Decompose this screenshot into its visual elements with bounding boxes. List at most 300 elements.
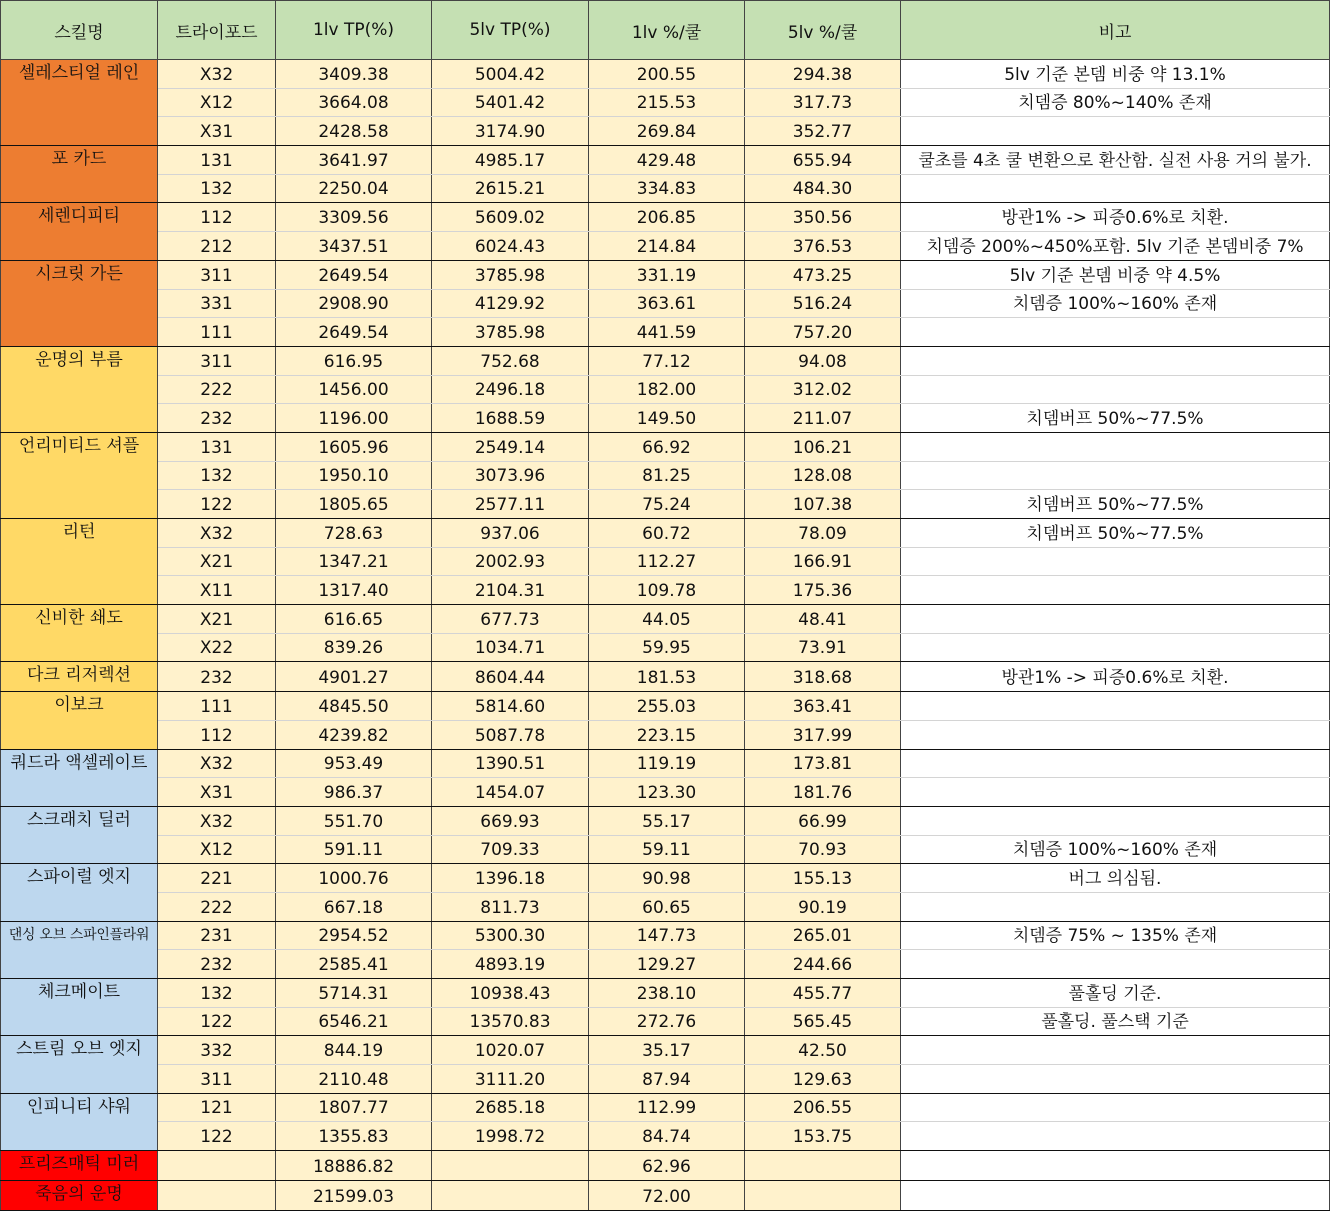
percent-per-cooldown-lv1-cell[interactable]: 331.19 <box>589 260 745 289</box>
table-row <box>1 88 1330 117</box>
tripod-cell[interactable]: 232 <box>158 404 276 433</box>
skill-name-cell[interactable]: 셀레스티얼 레인 <box>1 60 158 146</box>
table-row <box>1 117 1330 146</box>
skill-name-cell[interactable]: 스크래치 딜러 <box>1 806 158 863</box>
table-row <box>1 835 1330 864</box>
tripod-cell[interactable]: 132 <box>158 174 276 203</box>
tp-lv5-cell[interactable]: 677.73 <box>432 605 589 634</box>
tripod-cell[interactable]: 222 <box>158 375 276 404</box>
tp-lv1-cell[interactable]: 1000.76 <box>276 864 432 893</box>
tp-lv1-cell[interactable]: 3437.51 <box>276 232 432 261</box>
tp-lv5-cell[interactable]: 1020.07 <box>432 1036 589 1065</box>
skill-name-cell[interactable]: 세렌디피티 <box>1 203 158 260</box>
tp-lv1-cell[interactable]: 2649.54 <box>276 260 432 289</box>
table-row <box>1 146 1330 175</box>
percent-per-cooldown-lv1-cell[interactable]: 119.19 <box>589 749 745 778</box>
skill-name-cell[interactable]: 인피니티 샤워 <box>1 1093 158 1150</box>
percent-per-cooldown-lv1-cell[interactable]: 60.72 <box>589 519 745 548</box>
note-cell[interactable] <box>901 1151 1330 1181</box>
tripod-cell[interactable]: 231 <box>158 921 276 950</box>
tp-lv5-cell[interactable]: 3785.98 <box>432 260 589 289</box>
tp-lv5-cell[interactable]: 4129.92 <box>432 289 589 318</box>
header-tp-lv1[interactable]: 1lv TP(%) <box>276 1 432 60</box>
percent-per-cooldown-lv5-cell[interactable]: 129.63 <box>745 1065 901 1094</box>
note-cell[interactable]: 방관1% -> 피증0.6%로 치환. <box>901 203 1330 232</box>
table-row <box>1 232 1330 261</box>
tripod-cell[interactable]: 311 <box>158 260 276 289</box>
table-row <box>1 1122 1330 1151</box>
table-row <box>1 318 1330 347</box>
percent-per-cooldown-lv5-cell[interactable]: 48.41 <box>745 605 901 634</box>
note-cell[interactable] <box>901 576 1330 605</box>
tp-lv5-cell[interactable]: 2549.14 <box>432 432 589 461</box>
note-cell[interactable] <box>901 633 1330 662</box>
percent-per-cooldown-lv1-cell[interactable]: 123.30 <box>589 778 745 807</box>
tp-lv1-cell[interactable]: 551.70 <box>276 806 432 835</box>
percent-per-cooldown-lv1-cell[interactable]: 60.65 <box>589 892 745 921</box>
tp-lv5-cell[interactable]: 3073.96 <box>432 461 589 490</box>
percent-per-cooldown-lv1-cell[interactable]: 238.10 <box>589 979 745 1008</box>
percent-per-cooldown-lv1-cell[interactable]: 182.00 <box>589 375 745 404</box>
percent-per-cooldown-lv5-cell[interactable]: 106.21 <box>745 432 901 461</box>
note-cell[interactable] <box>901 605 1330 634</box>
tripod-cell[interactable]: X32 <box>158 60 276 89</box>
table-row <box>1 404 1330 433</box>
percent-per-cooldown-lv1-cell[interactable]: 44.05 <box>589 605 745 634</box>
tp-lv5-cell[interactable]: 8604.44 <box>432 662 589 692</box>
table-row <box>1 806 1330 835</box>
percent-per-cooldown-lv1-cell[interactable]: 112.27 <box>589 547 745 576</box>
note-cell[interactable]: 치뎀증 100%~160% 존재 <box>901 835 1330 864</box>
table-row <box>1 979 1330 1008</box>
tp-lv5-cell[interactable]: 5814.60 <box>432 692 589 721</box>
tripod-cell[interactable]: 222 <box>158 892 276 921</box>
percent-per-cooldown-lv5-cell[interactable]: 265.01 <box>745 921 901 950</box>
tripod-cell[interactable]: 121 <box>158 1093 276 1122</box>
percent-per-cooldown-lv5-cell[interactable]: 155.13 <box>745 864 901 893</box>
tripod-cell[interactable]: 131 <box>158 146 276 175</box>
tripod-cell[interactable]: 311 <box>158 1065 276 1094</box>
percent-per-cooldown-lv5-cell[interactable]: 363.41 <box>745 692 901 721</box>
tp-lv1-cell[interactable]: 1605.96 <box>276 432 432 461</box>
tp-lv1-cell[interactable]: 1950.10 <box>276 461 432 490</box>
table-row <box>1 289 1330 318</box>
skill-name-cell[interactable]: 쿼드라 액셀레이트 <box>1 749 158 806</box>
percent-per-cooldown-lv1-cell[interactable]: 66.92 <box>589 432 745 461</box>
percent-per-cooldown-lv1-cell[interactable]: 109.78 <box>589 576 745 605</box>
percent-per-cooldown-lv5-cell[interactable]: 244.66 <box>745 950 901 979</box>
tp-lv5-cell[interactable]: 811.73 <box>432 892 589 921</box>
skill-name-cell[interactable]: 이보크 <box>1 692 158 749</box>
table-row <box>1 1151 1330 1181</box>
skill-name-cell[interactable]: 스트림 오브 엣지 <box>1 1036 158 1093</box>
tp-lv5-cell[interactable]: 5609.02 <box>432 203 589 232</box>
tripod-cell[interactable]: 122 <box>158 490 276 519</box>
percent-per-cooldown-lv1-cell[interactable]: 200.55 <box>589 60 745 89</box>
tripod-cell[interactable]: 132 <box>158 461 276 490</box>
table-row <box>1 490 1330 519</box>
percent-per-cooldown-lv5-cell[interactable]: 484.30 <box>745 174 901 203</box>
skill-name-cell[interactable]: 신비한 쇄도 <box>1 605 158 662</box>
percent-per-cooldown-lv5-cell[interactable]: 90.19 <box>745 892 901 921</box>
note-cell[interactable]: 5lv 기준 본뎀 비중 약 13.1% <box>901 60 1330 89</box>
skill-name-cell[interactable]: 다크 리저렉션 <box>1 662 158 692</box>
table-row <box>1 260 1330 289</box>
percent-per-cooldown-lv5-cell[interactable]: 153.75 <box>745 1122 901 1151</box>
percent-per-cooldown-lv1-cell[interactable]: 112.99 <box>589 1093 745 1122</box>
header-row <box>1 1 1330 60</box>
percent-per-cooldown-lv1-cell[interactable]: 206.85 <box>589 203 745 232</box>
tripod-cell[interactable]: 232 <box>158 662 276 692</box>
tp-lv1-cell[interactable]: 667.18 <box>276 892 432 921</box>
note-cell[interactable]: 풀홀딩 기준. <box>901 979 1330 1008</box>
percent-per-cooldown-lv5-cell[interactable]: 128.08 <box>745 461 901 490</box>
tp-lv5-cell[interactable]: 2496.18 <box>432 375 589 404</box>
header-notes[interactable]: 비고 <box>901 1 1330 60</box>
percent-per-cooldown-lv5-cell[interactable]: 312.02 <box>745 375 901 404</box>
note-cell[interactable] <box>901 720 1330 749</box>
percent-per-cooldown-lv5-cell[interactable]: 206.55 <box>745 1093 901 1122</box>
table-body <box>1 60 1330 1211</box>
note-cell[interactable] <box>901 547 1330 576</box>
tp-lv5-cell[interactable]: 3111.20 <box>432 1065 589 1094</box>
percent-per-cooldown-lv5-cell[interactable]: 473.25 <box>745 260 901 289</box>
percent-per-cooldown-lv5-cell[interactable]: 107.38 <box>745 490 901 519</box>
table-row <box>1 203 1330 232</box>
header-percent-per-cooldown-lv5[interactable]: 5lv %/쿨 <box>745 1 901 60</box>
tp-lv1-cell[interactable]: 1805.65 <box>276 490 432 519</box>
header-skill-name[interactable]: 스킬명 <box>1 1 158 60</box>
tripod-cell[interactable]: 131 <box>158 432 276 461</box>
tp-lv5-cell[interactable]: 709.33 <box>432 835 589 864</box>
note-cell[interactable] <box>901 778 1330 807</box>
tp-lv1-cell[interactable]: 2649.54 <box>276 318 432 347</box>
table-row <box>1 778 1330 807</box>
percent-per-cooldown-lv1-cell[interactable]: 59.95 <box>589 633 745 662</box>
tp-lv1-cell[interactable]: 953.49 <box>276 749 432 778</box>
skill-name-cell[interactable]: 체크메이트 <box>1 979 158 1036</box>
note-cell[interactable]: 5lv 기준 본뎀 비중 약 4.5% <box>901 260 1330 289</box>
tp-lv5-cell[interactable]: 3785.98 <box>432 318 589 347</box>
tp-lv1-cell[interactable]: 616.95 <box>276 346 432 375</box>
tp-lv5-cell[interactable]: 10938.43 <box>432 979 589 1008</box>
table-row <box>1 1093 1330 1122</box>
note-cell[interactable]: 치뎀증 80%~140% 존재 <box>901 88 1330 117</box>
percent-per-cooldown-lv5-cell[interactable]: 211.07 <box>745 404 901 433</box>
note-cell[interactable]: 풀홀딩. 풀스택 기준 <box>901 1007 1330 1036</box>
tp-lv5-cell[interactable]: 1396.18 <box>432 864 589 893</box>
percent-per-cooldown-lv5-cell[interactable]: 66.99 <box>745 806 901 835</box>
skill-name-cell[interactable]: 프리즈매틱 미러 <box>1 1151 158 1181</box>
percent-per-cooldown-lv5-cell[interactable]: 757.20 <box>745 318 901 347</box>
tp-lv5-cell[interactable]: 1454.07 <box>432 778 589 807</box>
table-row <box>1 519 1330 548</box>
tripod-cell[interactable]: X31 <box>158 778 276 807</box>
tp-lv1-cell[interactable]: 728.63 <box>276 519 432 548</box>
skill-name-cell[interactable]: 죽음의 운명 <box>1 1180 158 1210</box>
tp-lv1-cell[interactable]: 616.65 <box>276 605 432 634</box>
note-cell[interactable] <box>901 346 1330 375</box>
tp-lv1-cell[interactable]: 2908.90 <box>276 289 432 318</box>
table-row <box>1 720 1330 749</box>
skill-name-cell[interactable]: 스파이럴 엣지 <box>1 864 158 921</box>
percent-per-cooldown-lv1-cell[interactable]: 149.50 <box>589 404 745 433</box>
tp-lv5-cell[interactable]: 1034.71 <box>432 633 589 662</box>
tripod-cell[interactable]: X12 <box>158 835 276 864</box>
note-cell[interactable] <box>901 950 1330 979</box>
tripod-cell[interactable]: X21 <box>158 605 276 634</box>
note-cell[interactable] <box>901 117 1330 146</box>
note-cell[interactable]: 치뎀증 200%~450%포함. 5lv 기준 본뎀비중 7% <box>901 232 1330 261</box>
percent-per-cooldown-lv5-cell[interactable]: 318.68 <box>745 662 901 692</box>
tp-lv1-cell[interactable]: 986.37 <box>276 778 432 807</box>
header-tripod[interactable]: 트라이포드 <box>158 1 276 60</box>
note-cell[interactable]: 치뎀버프 50%~77.5% <box>901 404 1330 433</box>
percent-per-cooldown-lv5-cell[interactable]: 655.94 <box>745 146 901 175</box>
percent-per-cooldown-lv5-cell[interactable]: 181.76 <box>745 778 901 807</box>
percent-per-cooldown-lv5-cell[interactable]: 166.91 <box>745 547 901 576</box>
percent-per-cooldown-lv1-cell[interactable]: 272.76 <box>589 1007 745 1036</box>
note-cell[interactable] <box>901 749 1330 778</box>
tp-lv1-cell[interactable]: 844.19 <box>276 1036 432 1065</box>
tp-lv5-cell[interactable]: 5401.42 <box>432 88 589 117</box>
percent-per-cooldown-lv5-cell[interactable]: 565.45 <box>745 1007 901 1036</box>
percent-per-cooldown-lv5-cell[interactable]: 175.36 <box>745 576 901 605</box>
tp-lv5-cell[interactable]: 669.93 <box>432 806 589 835</box>
tp-lv5-cell[interactable]: 1998.72 <box>432 1122 589 1151</box>
percent-per-cooldown-lv5-cell[interactable]: 42.50 <box>745 1036 901 1065</box>
percent-per-cooldown-lv1-cell[interactable]: 87.94 <box>589 1065 745 1094</box>
tp-lv1-cell[interactable]: 2954.52 <box>276 921 432 950</box>
note-cell[interactable] <box>901 375 1330 404</box>
note-cell[interactable]: 쿨초를 4초 쿨 변환으로 환산함. 실전 사용 거의 불가. <box>901 146 1330 175</box>
table-row <box>1 60 1330 89</box>
tp-lv1-cell[interactable]: 3641.97 <box>276 146 432 175</box>
note-cell[interactable] <box>901 892 1330 921</box>
tp-lv5-cell[interactable]: 5087.78 <box>432 720 589 749</box>
tp-lv5-cell[interactable]: 3174.90 <box>432 117 589 146</box>
percent-per-cooldown-lv1-cell[interactable]: 81.25 <box>589 461 745 490</box>
tripod-cell[interactable]: 232 <box>158 950 276 979</box>
tp-lv5-cell[interactable]: 1688.59 <box>432 404 589 433</box>
percent-per-cooldown-lv1-cell[interactable]: 441.59 <box>589 318 745 347</box>
tp-lv1-cell[interactable]: 4239.82 <box>276 720 432 749</box>
tripod-cell[interactable] <box>158 1180 276 1210</box>
percent-per-cooldown-lv5-cell[interactable]: 73.91 <box>745 633 901 662</box>
tp-lv1-cell[interactable]: 1456.00 <box>276 375 432 404</box>
tripod-cell[interactable]: 221 <box>158 864 276 893</box>
skill-name-cell[interactable]: 리턴 <box>1 519 158 605</box>
tp-lv5-cell[interactable]: 4893.19 <box>432 950 589 979</box>
table-row <box>1 633 1330 662</box>
percent-per-cooldown-lv5-cell[interactable]: 352.77 <box>745 117 901 146</box>
table-row <box>1 576 1330 605</box>
tp-lv5-cell[interactable]: 2577.11 <box>432 490 589 519</box>
percent-per-cooldown-lv1-cell[interactable]: 223.15 <box>589 720 745 749</box>
tripod-cell[interactable]: X21 <box>158 547 276 576</box>
note-cell[interactable] <box>901 432 1330 461</box>
tripod-cell[interactable]: 132 <box>158 979 276 1008</box>
tp-lv5-cell[interactable]: 2685.18 <box>432 1093 589 1122</box>
percent-per-cooldown-lv5-cell[interactable]: 70.93 <box>745 835 901 864</box>
tp-lv1-cell[interactable]: 2250.04 <box>276 174 432 203</box>
tp-lv5-cell[interactable]: 2002.93 <box>432 547 589 576</box>
note-cell[interactable]: 방관1% -> 피증0.6%로 치환. <box>901 662 1330 692</box>
tp-lv5-cell[interactable]: 5004.42 <box>432 60 589 89</box>
tripod-cell[interactable]: X31 <box>158 117 276 146</box>
table-row <box>1 432 1330 461</box>
percent-per-cooldown-lv5-cell[interactable]: 173.81 <box>745 749 901 778</box>
tripod-cell[interactable]: X32 <box>158 749 276 778</box>
note-cell[interactable] <box>901 1036 1330 1065</box>
percent-per-cooldown-lv1-cell[interactable]: 62.96 <box>589 1151 745 1181</box>
tp-lv1-cell[interactable]: 3309.56 <box>276 203 432 232</box>
tp-lv1-cell[interactable]: 2585.41 <box>276 950 432 979</box>
tripod-cell[interactable] <box>158 1151 276 1181</box>
tp-lv5-cell[interactable]: 13570.83 <box>432 1007 589 1036</box>
percent-per-cooldown-lv1-cell[interactable]: 59.11 <box>589 835 745 864</box>
tp-lv5-cell[interactable]: 5300.30 <box>432 921 589 950</box>
table-row <box>1 749 1330 778</box>
note-cell[interactable]: 치뎀버프 50%~77.5% <box>901 490 1330 519</box>
note-cell[interactable] <box>901 174 1330 203</box>
table-row <box>1 864 1330 893</box>
tp-lv1-cell[interactable]: 3409.38 <box>276 60 432 89</box>
percent-per-cooldown-lv5-cell[interactable]: 516.24 <box>745 289 901 318</box>
tp-lv5-cell[interactable] <box>432 1180 589 1210</box>
tripod-cell[interactable]: 331 <box>158 289 276 318</box>
skill-name-cell[interactable]: 운명의 부름 <box>1 346 158 432</box>
tp-lv5-cell[interactable]: 2615.21 <box>432 174 589 203</box>
tp-lv1-cell[interactable]: 18886.82 <box>276 1151 432 1181</box>
percent-per-cooldown-lv1-cell[interactable]: 255.03 <box>589 692 745 721</box>
percent-per-cooldown-lv1-cell[interactable]: 90.98 <box>589 864 745 893</box>
tp-lv5-cell[interactable]: 6024.43 <box>432 232 589 261</box>
note-cell[interactable]: 치뎀버프 50%~77.5% <box>901 519 1330 548</box>
tripod-cell[interactable]: 112 <box>158 720 276 749</box>
tp-lv1-cell[interactable]: 1196.00 <box>276 404 432 433</box>
tp-lv5-cell[interactable]: 2104.31 <box>432 576 589 605</box>
note-cell[interactable] <box>901 1065 1330 1094</box>
skill-name-cell[interactable]: 시크릿 가든 <box>1 260 158 346</box>
percent-per-cooldown-lv5-cell[interactable] <box>745 1151 901 1181</box>
tp-lv5-cell[interactable]: 1390.51 <box>432 749 589 778</box>
tp-lv1-cell[interactable]: 1317.40 <box>276 576 432 605</box>
percent-per-cooldown-lv1-cell[interactable]: 215.53 <box>589 88 745 117</box>
percent-per-cooldown-lv1-cell[interactable]: 181.53 <box>589 662 745 692</box>
percent-per-cooldown-lv1-cell[interactable]: 269.84 <box>589 117 745 146</box>
tripod-cell[interactable]: 111 <box>158 318 276 347</box>
header-percent-per-cooldown-lv1[interactable]: 1lv %/쿨 <box>589 1 745 60</box>
tp-lv1-cell[interactable]: 21599.03 <box>276 1180 432 1210</box>
tripod-cell[interactable]: X12 <box>158 88 276 117</box>
table-row <box>1 892 1330 921</box>
percent-per-cooldown-lv5-cell[interactable] <box>745 1180 901 1210</box>
percent-per-cooldown-lv1-cell[interactable]: 334.83 <box>589 174 745 203</box>
skill-name-cell[interactable]: 포 카드 <box>1 146 158 203</box>
tp-lv1-cell[interactable]: 2110.48 <box>276 1065 432 1094</box>
percent-per-cooldown-lv5-cell[interactable]: 376.53 <box>745 232 901 261</box>
table-row <box>1 950 1330 979</box>
tp-lv1-cell[interactable]: 4845.50 <box>276 692 432 721</box>
percent-per-cooldown-lv5-cell[interactable]: 455.77 <box>745 979 901 1008</box>
tp-lv1-cell[interactable]: 3664.08 <box>276 88 432 117</box>
percent-per-cooldown-lv1-cell[interactable]: 35.17 <box>589 1036 745 1065</box>
tripod-cell[interactable]: 111 <box>158 692 276 721</box>
tripod-cell[interactable]: X32 <box>158 806 276 835</box>
tp-lv1-cell[interactable]: 4901.27 <box>276 662 432 692</box>
tp-lv1-cell[interactable]: 1807.77 <box>276 1093 432 1122</box>
note-cell[interactable]: 치뎀증 100%~160% 존재 <box>901 289 1330 318</box>
percent-per-cooldown-lv5-cell[interactable]: 317.99 <box>745 720 901 749</box>
tp-lv1-cell[interactable]: 1355.83 <box>276 1122 432 1151</box>
tp-lv5-cell[interactable]: 4985.17 <box>432 146 589 175</box>
note-cell[interactable] <box>901 318 1330 347</box>
note-cell[interactable]: 치뎀증 75% ~ 135% 존재 <box>901 921 1330 950</box>
percent-per-cooldown-lv1-cell[interactable]: 72.00 <box>589 1180 745 1210</box>
tripod-cell[interactable]: X22 <box>158 633 276 662</box>
header-tp-lv5[interactable]: 5lv TP(%) <box>432 1 589 60</box>
tp-lv1-cell[interactable]: 1347.21 <box>276 547 432 576</box>
percent-per-cooldown-lv1-cell[interactable]: 129.27 <box>589 950 745 979</box>
tripod-cell[interactable]: 122 <box>158 1122 276 1151</box>
percent-per-cooldown-lv5-cell[interactable]: 94.08 <box>745 346 901 375</box>
note-cell[interactable]: 버그 의심됨. <box>901 864 1330 893</box>
tripod-cell[interactable]: 311 <box>158 346 276 375</box>
table-row <box>1 692 1330 721</box>
percent-per-cooldown-lv1-cell[interactable]: 147.73 <box>589 921 745 950</box>
percent-per-cooldown-lv1-cell[interactable]: 55.17 <box>589 806 745 835</box>
table-row <box>1 547 1330 576</box>
percent-per-cooldown-lv1-cell[interactable]: 363.61 <box>589 289 745 318</box>
tripod-cell[interactable]: X11 <box>158 576 276 605</box>
percent-per-cooldown-lv1-cell[interactable]: 77.12 <box>589 346 745 375</box>
tripod-cell[interactable]: 332 <box>158 1036 276 1065</box>
tripod-cell[interactable]: 112 <box>158 203 276 232</box>
tp-lv1-cell[interactable]: 591.11 <box>276 835 432 864</box>
tp-lv1-cell[interactable]: 2428.58 <box>276 117 432 146</box>
note-cell[interactable] <box>901 1122 1330 1151</box>
tp-lv5-cell[interactable] <box>432 1151 589 1181</box>
tripod-cell[interactable]: 212 <box>158 232 276 261</box>
skill-name-cell[interactable]: 언리미티드 셔플 <box>1 432 158 518</box>
note-cell[interactable] <box>901 692 1330 721</box>
percent-per-cooldown-lv5-cell[interactable]: 294.38 <box>745 60 901 89</box>
note-cell[interactable] <box>901 1093 1330 1122</box>
percent-per-cooldown-lv5-cell[interactable]: 78.09 <box>745 519 901 548</box>
note-cell[interactable] <box>901 1180 1330 1210</box>
table-row <box>1 605 1330 634</box>
percent-per-cooldown-lv1-cell[interactable]: 75.24 <box>589 490 745 519</box>
skill-name-cell[interactable]: 댄싱 오브 스파인플라워 <box>1 921 158 978</box>
tp-lv1-cell[interactable]: 839.26 <box>276 633 432 662</box>
tp-lv5-cell[interactable]: 937.06 <box>432 519 589 548</box>
table-row <box>1 174 1330 203</box>
tripod-cell[interactable]: 122 <box>158 1007 276 1036</box>
tp-lv5-cell[interactable]: 752.68 <box>432 346 589 375</box>
percent-per-cooldown-lv5-cell[interactable]: 317.73 <box>745 88 901 117</box>
percent-per-cooldown-lv1-cell[interactable]: 84.74 <box>589 1122 745 1151</box>
percent-per-cooldown-lv5-cell[interactable]: 350.56 <box>745 203 901 232</box>
tp-lv1-cell[interactable]: 5714.31 <box>276 979 432 1008</box>
percent-per-cooldown-lv1-cell[interactable]: 429.48 <box>589 146 745 175</box>
percent-per-cooldown-lv1-cell[interactable]: 214.84 <box>589 232 745 261</box>
note-cell[interactable] <box>901 806 1330 835</box>
tripod-cell[interactable]: X32 <box>158 519 276 548</box>
note-cell[interactable] <box>901 461 1330 490</box>
tp-lv1-cell[interactable]: 6546.21 <box>276 1007 432 1036</box>
table-row <box>1 461 1330 490</box>
